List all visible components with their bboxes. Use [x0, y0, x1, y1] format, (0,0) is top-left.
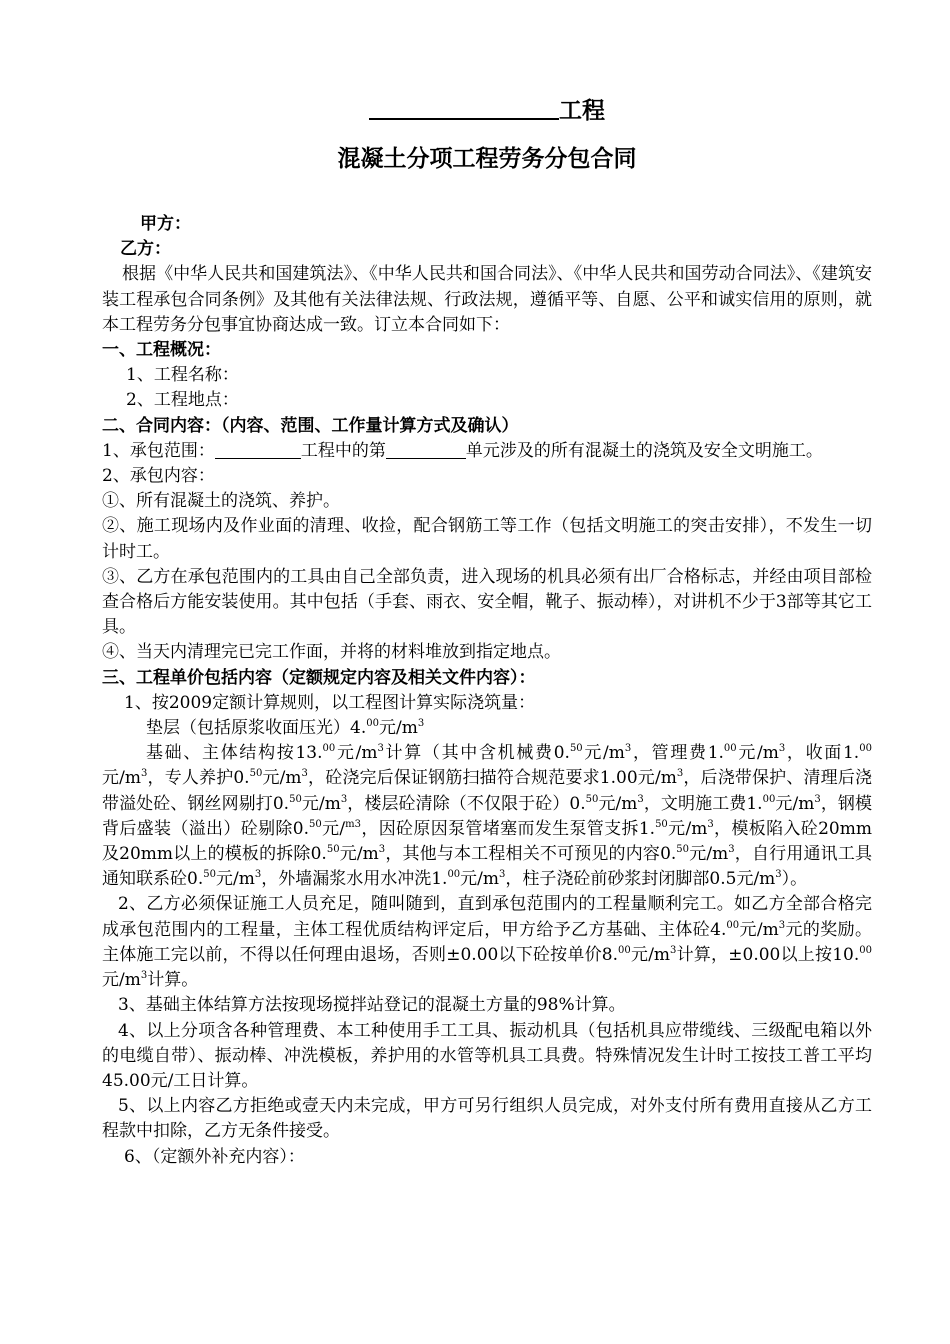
project-name-line: 1、工程名称：	[126, 365, 239, 386]
section-3-heading: 三、工程单价包括内容（定额规定内容及相关文件内容）：	[102, 667, 536, 688]
price-rule-3: 3、基础主体结算方法按现场搅拌站登记的混凝土方量的98%计算。	[118, 995, 626, 1016]
price-rule-6: 6、（定额外补充内容）：	[124, 1146, 305, 1167]
party-a-label: 甲方：	[140, 214, 191, 234]
section-2-heading: 二、合同内容：（内容、范围、工作量计算方式及确认）	[102, 415, 519, 436]
project-blank[interactable]	[215, 440, 301, 459]
intro-paragraph: 根据《中华人民共和国建筑法》、《中华人民共和国合同法》、《中华人民共和国劳动合同法》、《建筑安装工程承包合同条例》及其他有关法律法规、行政法规，遵循平等、自愿、公平和诚实信用的原则，就本工程劳务分包事宜协商达成一致。订立本合同如下：	[102, 264, 872, 335]
project-location-line: 2、工程地点：	[126, 390, 239, 411]
title-project: 工程	[102, 96, 872, 126]
content-item-2: ②、施工现场内及作业面的清理、收捡，配合钢筋工等工作（包括文明施工的突击安排），不发生一切计时工。	[102, 516, 872, 562]
cushion-price: 垫层（包括原浆收面压光）4.00元$/m^3$	[146, 718, 425, 739]
content-item-3: ③、乙方在承包范围内的工具由自己全部负责，进入现场的机具必须有出厂合格标志，并经由项目部检查合格后方能安装使用。其中包括（手套、雨衣、安全帽，靴子、振动棒），对讲机不少于3部等其它工具。	[102, 566, 872, 638]
content-heading: 2、承包内容：	[102, 466, 215, 487]
price-rule-1: 1、按2009定额计算规则，以工程图计算实际浇筑量：	[124, 692, 536, 713]
price-rule-2: 2、乙方必须保证施工人员充足，随叫随到，直到承包范围内的工程量顺利完工。如乙方全部合格完成承包范围内的工程量，主体工程优质结构评定后，甲方给予乙方基础、主体砼4.00元$/m^3$元的奖励。主体施工完以前，不得以任何理由退场，否则±0.00以下砼按单价8.00元$/m^3$计算，±0.00以上按10.00元$/m^3$计算。	[102, 894, 873, 991]
scope-paragraph: 1、承包范围： 工程中的第 单元涉及的所有混凝土的浇筑及安全文明施工。	[102, 440, 823, 461]
section-1-heading: 一、工程概况：	[102, 340, 221, 361]
content-item-4: ④、当天内清理完已完工作面，并将的材料堆放到指定地点。	[102, 642, 561, 663]
content-item-1: ①、所有混凝土的浇筑、养护。	[102, 491, 340, 512]
project-name-blank[interactable]	[369, 96, 559, 120]
structure-price-paragraph: 基础、主体结构按13.00元$/m^3$计算（其中含机械费0.50元$/m^3$，管理费1.00元$/m^3$，收面1.00元$/m^3$，专人养护0.50元$/m^3$，砼浇完后保证钢筋扫描符合规范要求1.00元$/m^3$，后浇带保护、清理后浇带溢处砼、钢丝网剔打0.50元$/m^3$，楼层砼清除（不仅限于砼）0.50元$/m^3$，文明施工费1.00元$/m^3$，钢模背后盛装（溢出）砼剔除0.50元/$^{m3}$，因砼原因泵管堵塞而发生泵管支拆1.50元$/m^3$，模板陷入砼20mm及20mm以上的模板的拆除0.50元$/m^3$，其他与本工程相关不可预见的内容0.50元$/m^3$，自行用通讯工具通知联系砼0.50元$/m^3$，外墙漏浆水用水冲洗1.00元$/m^3$，柱子浇砼前砂浆封闭脚部0.5元$/m^3$）。	[102, 743, 872, 890]
price-rule-4: 4、以上分项含各种管理费、本工种使用手工工具、振动机具（包括机具应带缆线、三级配电箱以外的电缆自带）、振动棒、冲洗模板，养护用的水管等机具工具费。特殊情况发生计时工按技工普工平均45.00元/工日计算。	[102, 1020, 872, 1091]
party-b-label: 乙方：	[120, 239, 171, 260]
unit-blank[interactable]	[386, 440, 466, 459]
price-rule-5: 5、以上内容乙方拒绝或壹天内未完成，甲方可另行组织人员完成，对外支付所有费用直接从乙方工程款中扣除，乙方无条件接受。	[102, 1096, 872, 1142]
title-main: 混凝土分项工程劳务分包合同	[337, 145, 637, 172]
